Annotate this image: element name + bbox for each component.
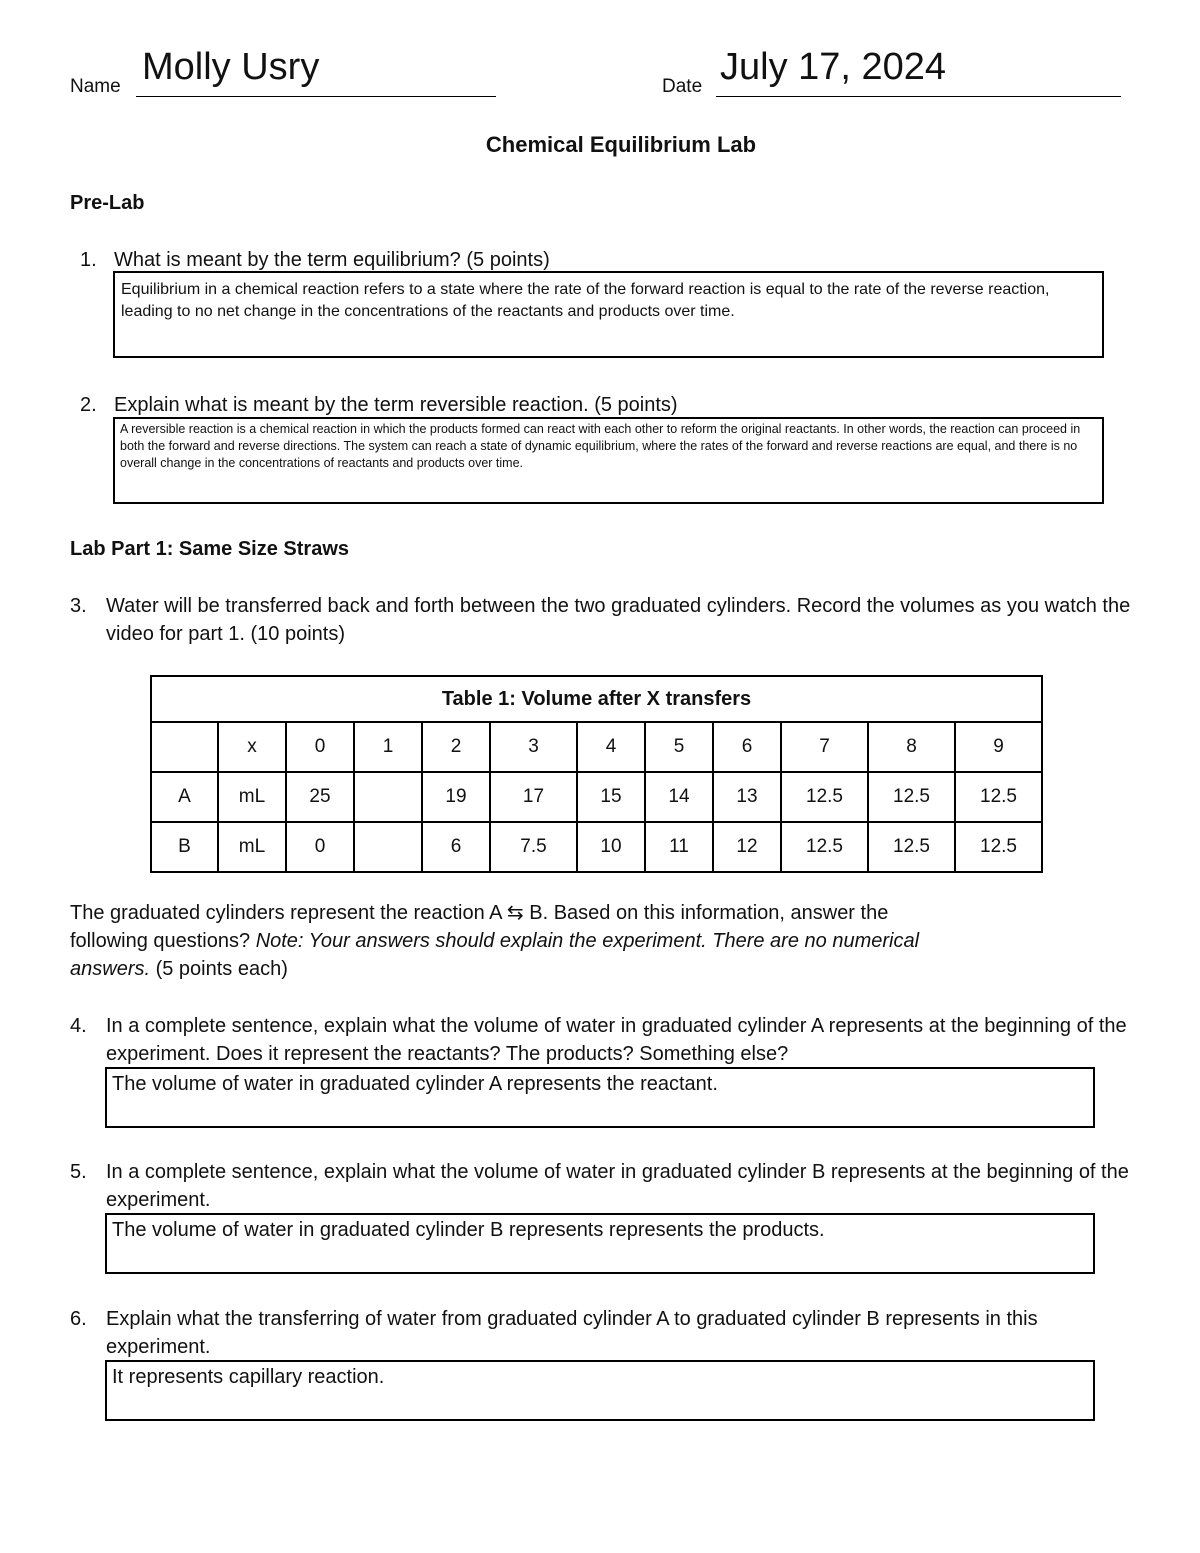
col-header: 4 [577,722,645,772]
name-value: Molly Usry [142,46,320,88]
x-label-cell: x [218,722,286,772]
col-header: 6 [713,722,781,772]
intro-line-1: The graduated cylinders represent the reaction A ⇆ B. Based on this information, answer the [70,902,889,924]
volume-cell[interactable]: 12.5 [781,822,868,872]
table-row-a [151,772,1042,822]
volume-cell[interactable]: 12.5 [955,822,1042,872]
name-label: Name [70,76,121,97]
q6-text: Explain what the transferring of water from graduated cylinder A to graduated cylinder B represents in this experiment. [106,1308,1038,1358]
q4-answer: The volume of water in graduated cylinder A represents the reactant. [112,1073,718,1095]
table-corner-cell [151,722,218,772]
volume-cell[interactable]: 0 [286,822,354,872]
q2-text: Explain what is meant by the term reversible reaction. (5 points) [114,394,678,416]
row-name: A [151,772,218,822]
volume-cell[interactable]: 19 [422,772,490,822]
date-field[interactable] [716,46,1121,97]
col-header: 9 [955,722,1042,772]
q6-answer: It represents capillary reaction. [112,1366,385,1388]
volume-cell[interactable] [354,772,422,822]
col-header: 5 [645,722,713,772]
intro-note: Note: Your answers should explain the experiment. There are no numerical [255,930,920,952]
date-label: Date [662,76,703,97]
volume-cell[interactable] [354,822,422,872]
volume-cell[interactable]: 17 [490,772,577,822]
intro-line-2a: following questions? [70,930,256,952]
q2-answer-box[interactable] [113,417,1104,504]
volume-cell[interactable]: 6 [422,822,490,872]
volume-cell[interactable]: 12.5 [868,822,955,872]
volume-cell[interactable]: 12.5 [955,772,1042,822]
reaction-intro [70,899,1130,983]
q6-answer-box[interactable] [105,1360,1095,1421]
volume-cell[interactable]: 12.5 [868,772,955,822]
volume-cell[interactable]: 25 [286,772,354,822]
q3-text: Water will be transferred back and forth between the two graduated cylinders. Record the volumes as you watch the video for part 1. (10 points) [106,595,1131,645]
volume-cell[interactable]: 12 [713,822,781,872]
col-header: 2 [422,722,490,772]
volume-cell[interactable]: 11 [645,822,713,872]
table-row-b [151,822,1042,872]
col-header: 8 [868,722,955,772]
q1-number: 1. [80,249,97,271]
volume-cell[interactable]: 12.5 [781,772,868,822]
q1-answer: Equilibrium in a chemical reaction refers to a state where the rate of the forward reaction is equal to the rate of the reverse reaction, leading to no net change in the concentrations of the reactants and products over time. [121,281,1050,320]
col-header: 0 [286,722,354,772]
volume-cell[interactable]: 14 [645,772,713,822]
q3-number: 3. [70,595,87,617]
row-unit: mL [218,772,286,822]
prelab-heading: Pre-Lab [70,192,145,214]
col-header: 7 [781,722,868,772]
volume-cell[interactable]: 7.5 [490,822,577,872]
q1-text: What is meant by the term equilibrium? (5 points) [114,249,550,271]
q4-answer-box[interactable] [105,1067,1095,1128]
table-header-row [151,722,1042,772]
name-field[interactable] [136,46,496,97]
q4-number: 4. [70,1015,87,1037]
date-value: July 17, 2024 [720,46,947,88]
volume-cell[interactable]: 13 [713,772,781,822]
page-title: Chemical Equilibrium Lab [485,132,757,157]
row-unit: mL [218,822,286,872]
intro-points: (5 points each) [150,958,288,980]
q1-answer-box[interactable] [113,271,1104,358]
volume-table [150,675,1043,873]
row-name: B [151,822,218,872]
volume-cell[interactable]: 10 [577,822,645,872]
q4-text: In a complete sentence, explain what the volume of water in graduated cylinder A represents at the beginning of the experiment. Does it represent the reactants? The products? Something else? [106,1015,1127,1065]
q5-answer-box[interactable] [105,1213,1095,1274]
q2-number: 2. [80,394,97,416]
col-header: 1 [354,722,422,772]
intro-note-end: answers. [70,958,151,980]
volume-cell[interactable]: 15 [577,772,645,822]
part1-heading: Lab Part 1: Same Size Straws [70,538,350,560]
table-caption: Table 1: Volume after X transfers [151,676,1042,722]
q5-text: In a complete sentence, explain what the volume of water in graduated cylinder B represents at the beginning of the experiment. [106,1161,1129,1211]
q5-number: 5. [70,1161,87,1183]
q6-number: 6. [70,1308,87,1330]
col-header: 3 [490,722,577,772]
q5-answer: The volume of water in graduated cylinder B represents represents the products. [112,1219,825,1241]
q2-answer: A reversible reaction is a chemical reaction in which the products formed can react with each other to reform the original reactants. In other words, the reaction can proceed in both the forward and reverse directions. The system can reach a state of dynamic equilibrium, where the rates of the forward and reverse reactions are equal, and there is no overall change in the concentrations of reactants and products over time. [120,422,1081,470]
